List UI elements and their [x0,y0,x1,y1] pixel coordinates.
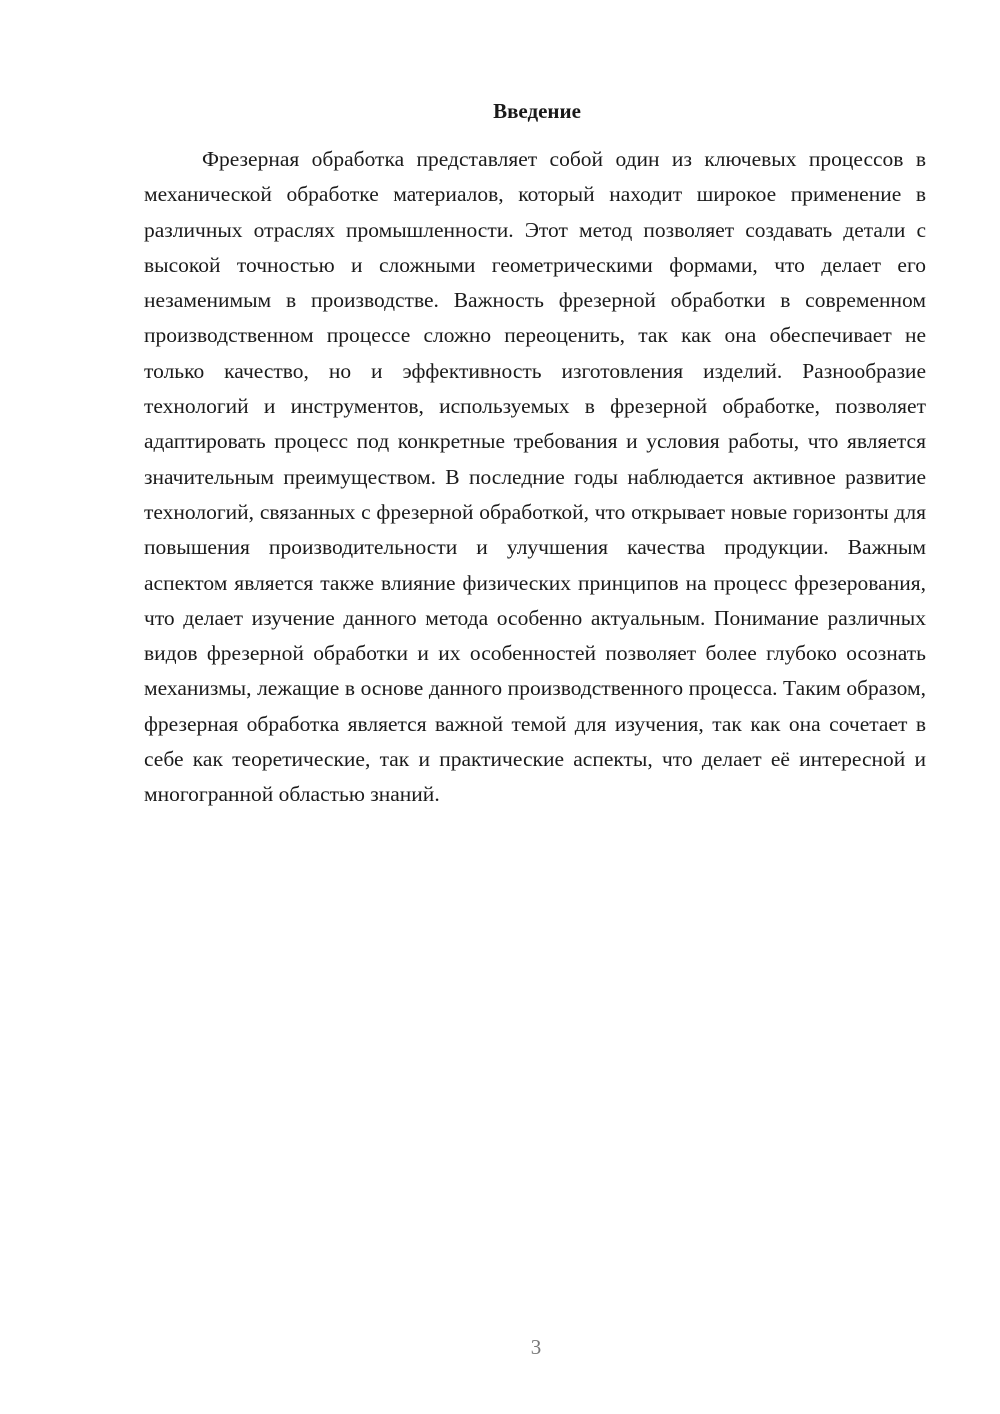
section-heading: Введение [493,99,581,123]
body-paragraph: Фрезерная обработка представляет собой один из ключевых процессов в механической обработке материалов, который находит широкое применение в различных отраслях промышленности. Этот метод позволяет создавать детали с высокой точностью и сложными геометрическими формами, что делает его незаменимым в производстве. Важность фрезерной обработки в современном производственном процессе сложно переоценить, так как она обеспечивает не только качество, но и эффективность изготовления изделий. Разнообразие технологий и инструментов, используемых в фрезерной обработке, позволяет адаптировать процесс под конкретные требования и условия работы, что является значительным преимуществом. В последние годы наблюдается активное развитие технологий, связанных с фрезерной обработкой, что открывает новые горизонты для повышения производительности и улучшения качества продукции. Важным аспектом является также влияние физических принципов на процесс фрезерования, что делает изучение данного метода особенно актуальным. Понимание различных видов фрезерной обработки и их особенностей позволяет более глубоко осознать механизмы, лежащие в основе данного производственного процесса. Таким образом, фрезерная обработка является важной темой для изучения, так как она сочетает в себе как теоретические, так и практические аспекты, что делает её интересной и многогранной областью знаний. [144,147,926,807]
page-number: 3 [530,1335,542,1359]
